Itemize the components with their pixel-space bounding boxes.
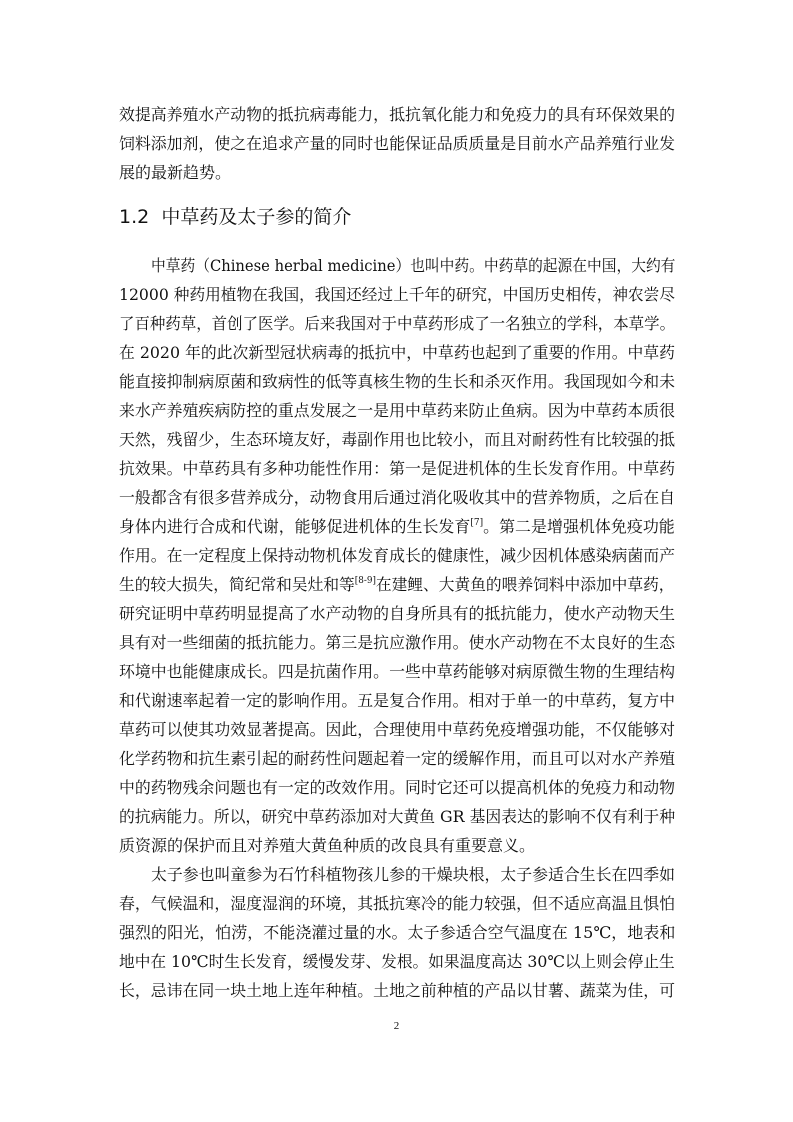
para1-line-16: 和代谢速率起着一定的影响作用。五是复合作用。相对于单一的中草药，复方中 xyxy=(119,691,676,710)
page-number: 2 xyxy=(393,1020,400,1032)
para1-line-4: 在 2020 年的此次新型冠状病毒的抵抗中，中草药也起到了重要的作用。中草药 xyxy=(119,343,675,362)
para2-line-2: 春，气候温和，湿度湿润的环境，其抵抗寒冷的能力较强，但不适应高温且惧怕 xyxy=(119,894,676,913)
section-title: 中草药及太子参的简介 xyxy=(161,206,352,228)
para1-line-7: 天然，残留少，生态环境友好，毒副作用也比较小，而且对耐药性有比较强的抵 xyxy=(119,430,676,449)
para1-line-21: 质资源的保护而且对养殖大黄鱼种质的改良具有重要意义。 xyxy=(119,836,536,855)
paragraph-chinese-herbal-medicine xyxy=(119,251,675,860)
para1-line-15: 环境中也能健康成长。四是抗菌作用。一些中草药能够对病原微生物的生理结构 xyxy=(119,662,676,681)
para1-line-13: 研究证明中草药明显提高了水产动物的自身所具有的抵抗能力，使水产动物天生 xyxy=(119,604,676,623)
citation-ref: [8-9] xyxy=(354,576,376,586)
para1-line-20: 的抗病能力。所以，研究中草药添加对大黄鱼 GR 基因表达的影响不仅有利于种 xyxy=(119,807,676,826)
para2-line-4: 地中在 10℃时生长发育，缓慢发芽、发根。如果温度高达 30℃以上则会停止生 xyxy=(119,952,675,971)
intro-line-2: 饲料添加剂，使之在追求产量的同时也能保证品质质量是目前水产品养殖行业发 xyxy=(119,134,676,153)
citation-ref: [7] xyxy=(470,518,484,528)
para1-line-14: 具有对一些细菌的抵抗能力。第三是抗应激作用。使水产动物在不太良好的生态 xyxy=(119,633,676,652)
para1-line-3: 了百种药草，首创了医学。后来我国对于中草药形成了一名独立的学科，本草学。 xyxy=(119,314,676,333)
section-heading xyxy=(119,202,351,232)
para1-line-12: 生的较大损失，简纪常和吴灶和等[8-9]在建鲤、大黄鱼的喂养饲料中添加中草药， xyxy=(119,575,675,594)
para1-line-19: 中的药物残余问题也有一定的改效作用。同时它还可以提高机体的免疫力和动物 xyxy=(119,778,676,797)
paragraph-taizishen xyxy=(119,860,675,1005)
para1-line-18: 化学药物和抗生素引起的耐药性问题起着一定的缓解作用，而且可以对水产养殖 xyxy=(119,749,676,768)
para1-line-2: 12000 种药用植物在我国，我国还经过上千年的研究，中国历史相传，神农尝尽 xyxy=(119,285,676,304)
para2-line-1: 太子参也叫童参为石竹科植物孩儿参的干燥块根，太子参适合生长在四季如 xyxy=(151,865,676,884)
para1-line-5: 能直接抑制病原菌和致病性的低等真核生物的生长和杀灭作用。我国现如今和未 xyxy=(119,372,676,391)
para1-line-1: 中草药（Chinese herbal medicine）也叫中药。中药草的起源在中国，大约有 xyxy=(151,256,676,275)
para1-line-10: 身体内进行合成和代谢，能够促进机体的生长发育[7]。第二是增强机体免疫功能 xyxy=(119,517,675,536)
intro-paragraph xyxy=(119,100,675,187)
para1-line-17: 草药可以使其功效显著提高。因此，合理使用中草药免疫增强功能，不仅能够对 xyxy=(119,720,676,739)
para1-line-6: 来水产养殖疾病防控的重点发展之一是用中草药来防止鱼病。因为中草药本质很 xyxy=(119,401,676,420)
intro-line-1: 效提高养殖水产动物的抵抗病毒能力，抵抗氧化能力和免疫力的具有环保效果的 xyxy=(119,105,676,124)
para2-line-3: 强烈的阳光，怕涝，不能浇灌过量的水。太子参适合空气温度在 15℃，地表和 xyxy=(119,923,676,942)
para1-line-11: 作用。在一定程度上保持动物机体发育成长的健康性，减少因机体感染病菌而产 xyxy=(119,546,676,565)
para1-line-9: 一般都含有很多营养成分，动物食用后通过消化吸收其中的营养物质，之后在自 xyxy=(119,488,676,507)
section-number: 1.2 xyxy=(119,206,150,228)
para2-line-5: 长，忌讳在同一块土地上连年种植。土地之前种植的产品以甘薯、蔬菜为佳，可 xyxy=(119,981,676,1000)
intro-line-3: 展的最新趋势。 xyxy=(119,163,232,182)
para1-line-8: 抗效果。中草药具有多种功能性作用：第一是促进机体的生长发育作用。中草药 xyxy=(119,459,676,478)
